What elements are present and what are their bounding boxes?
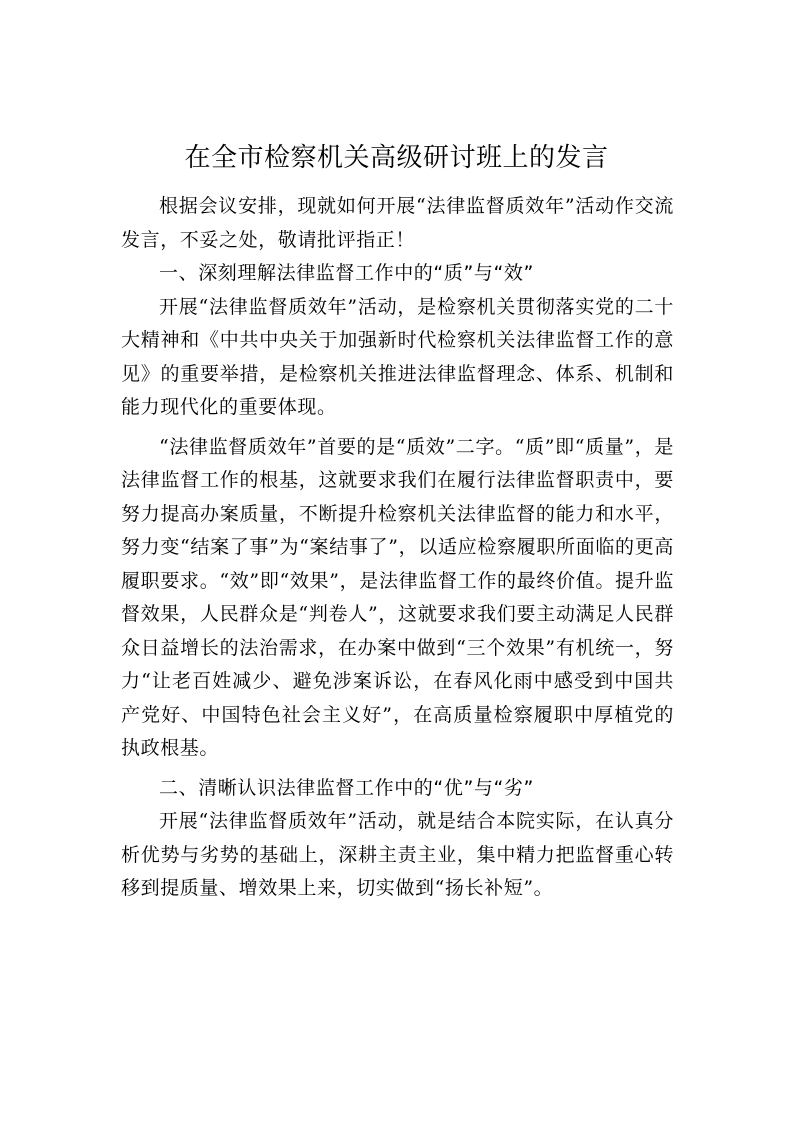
- section-1-paragraph-2: “法律监督质效年”首要的是“质效”二字。“质”即“质量”，是法律监督工作的根基，这就要求我们在履行法律监督职责中，要努力提高办案质量，不断提升检察机关法律监督的能力和水平，努力变“结案了事”为“案结事了”，以适应检察履职所面临的更高履职要求。“效”即“效果”，是法律监督工作的最终价值。提升监督效果，人民群众是“判卷人”，这就要求我们要主动满足人民群众日益增长的法治需求，在办案中做到“三个效果”有机统一，努力“让老百姓减少、避免涉案诉讼，在春风化雨中感受到中国共产党好、中国特色社会主义好”，在高质量检察履职中厚植党的执政根基。: [121, 435, 674, 759]
- document-title: 在全市检察机关高级研讨班上的发言: [184, 143, 609, 173]
- section-2-paragraph-1: 开展“法律监督质效年”活动，就是结合本院实际，在认真分析优势与劣势的基础上，深耕主责主业，集中精力把监督重心转移到提质量、增效果上来，切实做到“扬长补短”。: [121, 810, 674, 899]
- section-1-paragraph-1: 开展“法律监督质效年”活动，是检察机关贯彻落实党的二十大精神和《中共中央关于加强新时代检察机关法律监督工作的意见》的重要举措，是检察机关推进法律监督理念、体系、机制和能力现代化的重要体现。: [121, 295, 674, 418]
- section-2-heading: 二、清晰认识法律监督工作中的“优”与“劣”: [159, 776, 534, 799]
- intro-paragraph: 根据会议安排，现就如何开展“法律监督质效年”活动作交流发言，不妥之处，敬请批评指正！: [121, 195, 674, 251]
- section-1-heading: 一、深刻理解法律监督工作中的“质”与“效”: [159, 262, 534, 284]
- document-body: [121, 190, 674, 906]
